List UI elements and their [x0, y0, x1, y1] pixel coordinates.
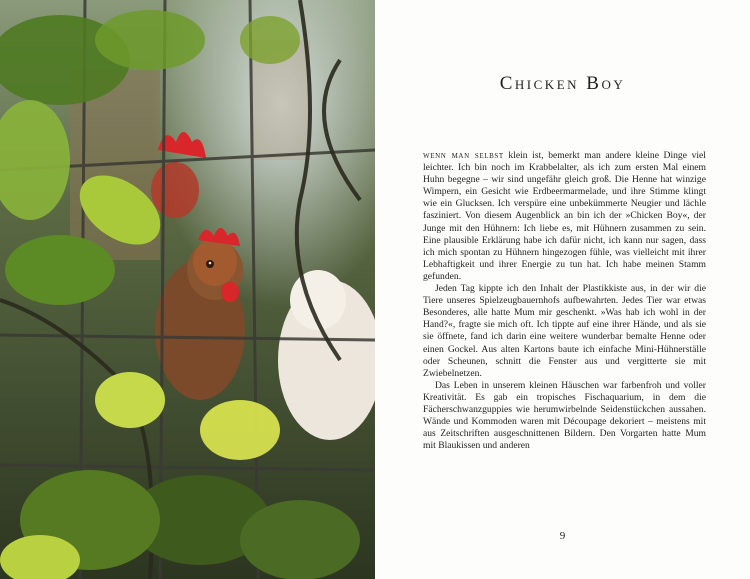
- page-number: 9: [559, 530, 566, 542]
- paragraph: Jeden Tag kippte ich den Inhalt der Plastikkiste aus, in der wir die Tiere unseres Spielzeugbauernhofs aufbewahrten. Jedes Tier war etwas Besonderes, alle hatte Mum mir geschenkt. »Was hab ich wohl in der Hand?«, fragte sie mich oft. Ich tippte auf eine ihrer Hände, und als sie sie öffnete, fand ich darin eine weitere wunderbar bemalte Henne oder einen Gockel. Aus alten Kartons baute ich einfache Mini-Hühnerställe oder Scheunen, schnitt die Fenster aus und vergitterte sie mit Zwiebelnetzen.: [423, 283, 706, 379]
- chapter-title: Chicken Boy: [499, 73, 626, 94]
- paragraph-text: klein ist, bemerkt man andere kleine Dinge viel leichter. Ich bin noch im Krabbelalter, als ich zum ersten Mal einem Huhn begegne – wir sind ungefähr gleich groß. Die Henne hat winzige Wimpern, ein Gesicht wie Erdbeermarmelade, und ihre Stimme klingt wie ein Glucksen. Ich verspüre eine unbekümmerte Neugier und lächle fasziniert. Von diesem Augenblick an bin ich der »Chicken Boy«, der Junge mit den Hühnern: Ich liebe es, mit Hühnern zusammen zu sein. Eine plausible Erklärung habe ich dafür nicht, ich kann nur sagen, dass ich mich spontan zu Hühnern hingezogen fühle, was vielleicht mit ihrer Lebhaftigkeit und ihrer Energie zu tun hat. Ich habe meinen Stamm gefunden.: [423, 150, 706, 282]
- paragraph: [423, 150, 706, 283]
- paragraph: Das Leben in unserem kleinen Häuschen war farbenfroh und voller Kreativität. Es gab ein tropisches Fischaquarium, in dem die Fächerschwanzguppies wie herumwirbelnde Seidenstückchen aussahen. Wände und Kommoden waren mit Découpage dekoriert – meistens mit aus Zeitschriften ausgeschnittenen Bildern. Den Vorgarten hatte Mum mit Blaukissen und anderen: [423, 379, 706, 452]
- text-page: [375, 0, 750, 579]
- paragraph-lead: wenn man selbst: [423, 150, 504, 161]
- body-text: [423, 150, 706, 452]
